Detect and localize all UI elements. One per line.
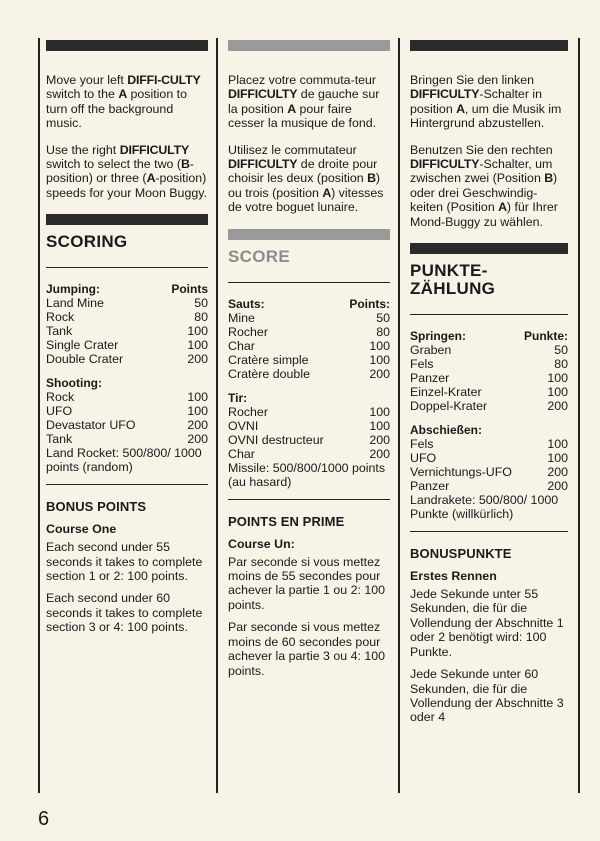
emphasis-term: DIFFICULTY	[119, 142, 190, 157]
table-row	[46, 418, 208, 432]
divider	[228, 499, 390, 500]
emphasis-term: DIFFICULTY	[410, 87, 480, 102]
emphasis-term: B	[180, 157, 190, 172]
text-run: Benutzen Sie den rechten	[410, 142, 553, 157]
shooting-table	[228, 405, 390, 461]
table-row	[410, 437, 568, 451]
target-name: Devastator UFO	[46, 418, 136, 433]
points-value: 200	[187, 352, 208, 367]
points-header: Punkte:	[523, 329, 568, 344]
table-row	[46, 390, 208, 404]
text-run: -Schalter in position	[410, 87, 543, 116]
text-run: ) für Ihrer Mond-Buggy zu wählen.	[410, 200, 558, 229]
table-row	[410, 357, 568, 371]
table-row	[228, 405, 390, 419]
emphasis-term: A	[322, 185, 332, 200]
table-row	[228, 311, 390, 325]
bonus-paragraph: Jede Sekunde unter 60 Sekunden, die für die Vollendung der Abschnitte 3 oder 4	[410, 667, 564, 725]
rocket-note: Landrakete: 500/800/ 1000 Punkte (willkürlich)	[410, 493, 559, 522]
points-value: 200	[369, 366, 390, 381]
bonus-paragraph: Par seconde si vous mettez moins de 60 secondes pour achever la partie 3 ou 4: 100 points.	[228, 620, 386, 678]
text-run: Placez votre commuta-teur	[228, 73, 377, 87]
jumping-header: Springen:	[410, 329, 466, 344]
table-row	[46, 338, 208, 352]
column-german	[402, 38, 574, 793]
table-row	[410, 465, 568, 479]
intro-text	[410, 73, 568, 229]
bonus-title: POINTS EN PRIME	[228, 513, 345, 529]
target-name: UFO	[46, 404, 73, 419]
target-name: Rock	[46, 390, 75, 405]
text-run: de gauche sur la position	[228, 87, 380, 116]
shooting-table	[410, 437, 568, 493]
bonus-paragraph: Par seconde si vous mettez moins de 55 secondes pour achever la partie 1 ou 2: 100 points.	[228, 554, 386, 612]
column-french	[220, 38, 396, 793]
table-row	[228, 367, 390, 381]
divider	[410, 531, 568, 532]
points-value: 80	[554, 357, 568, 372]
text-run: -position) or three (	[46, 157, 194, 186]
section-bar	[228, 229, 390, 240]
obstacle-name: Char	[228, 338, 255, 353]
points-value: 200	[547, 465, 568, 480]
obstacle-name: Rock	[46, 310, 75, 325]
text-run: Bringen Sie den linken	[410, 73, 534, 87]
text-run: Move your left	[46, 73, 128, 87]
points-value: 100	[547, 385, 568, 400]
table-row	[410, 371, 568, 385]
points-value: 200	[369, 432, 390, 447]
table-row	[46, 352, 208, 366]
scoring-title: PUNKTE-ZÄHLUNG	[410, 261, 496, 299]
target-name: Rocher	[228, 404, 268, 419]
text-run: switch to select the two (	[46, 157, 181, 172]
table-row	[410, 451, 568, 465]
course-label: Course One	[46, 522, 117, 537]
emphasis-term: A	[118, 87, 128, 102]
target-name: OVNI destructeur	[228, 432, 324, 447]
table-row	[228, 447, 390, 461]
emphasis-term: DIFFICULTY	[410, 157, 480, 172]
intro-paragraph	[228, 73, 390, 131]
text-run: -Schalter, um zwischen zwei (Position	[410, 157, 553, 186]
points-value: 200	[547, 479, 568, 494]
table-row	[410, 479, 568, 493]
intro-paragraph	[410, 143, 568, 229]
points-header: Points	[171, 282, 208, 297]
table-row	[46, 324, 208, 338]
scoring-title: SCORE	[228, 246, 290, 266]
points-value: 100	[547, 451, 568, 466]
bonus-paragraph: Each second under 60 seconds it takes to complete section 3 or 4: 100 points.	[46, 591, 203, 635]
emphasis-term: A	[146, 171, 156, 186]
text-run: Utilisez le commutateur	[228, 142, 357, 157]
top-rule-bar	[410, 40, 568, 51]
points-value: 100	[369, 418, 390, 433]
points-value: 50	[554, 343, 568, 358]
divider	[410, 314, 568, 315]
points-value: 100	[547, 371, 568, 386]
scoring-title: SCORING	[46, 232, 128, 252]
target-name: Vernichtungs-UFO	[410, 465, 512, 480]
table-header-row	[410, 329, 568, 343]
points-value: 200	[369, 446, 390, 461]
target-name: Char	[228, 446, 255, 461]
bonus-paragraph: Each second under 55 seconds it takes to complete section 1 or 2: 100 points.	[46, 540, 203, 584]
divider	[46, 484, 208, 485]
points-value: 100	[369, 404, 390, 419]
points-value: 100	[187, 390, 208, 405]
text-run: position to turn off the background music.	[46, 87, 187, 131]
intro-text	[228, 73, 390, 215]
obstacle-name: Fels	[410, 357, 434, 372]
divider	[46, 267, 208, 268]
points-value: 100	[547, 437, 568, 452]
points-value: 100	[187, 404, 208, 419]
obstacle-name: Einzel-Krater	[410, 385, 482, 400]
text-run: switch to the	[46, 87, 119, 102]
table-row	[410, 343, 568, 357]
bonus-title: BONUS POINTS	[46, 499, 147, 515]
obstacle-name: Panzer	[410, 371, 450, 386]
emphasis-term: B	[367, 171, 376, 186]
obstacle-name: Graben	[410, 343, 452, 358]
table-row	[46, 296, 208, 310]
points-value: 200	[187, 418, 208, 433]
jumping-header: Jumping:	[46, 282, 100, 297]
column-english	[38, 38, 214, 793]
obstacle-name: Double Crater	[46, 352, 124, 367]
bonus-title: BONUSPUNKTE	[410, 546, 512, 562]
jumping-table	[46, 282, 208, 366]
obstacle-name: Land Mine	[46, 296, 104, 311]
target-name: OVNI	[228, 418, 259, 433]
obstacle-name: Doppel-Krater	[410, 399, 488, 414]
section-bar	[410, 243, 568, 254]
text-run: ) ou trois (position	[228, 171, 381, 200]
obstacle-name: Rocher	[228, 324, 268, 339]
points-value: 50	[194, 296, 208, 311]
emphasis-term: DIFFICULTY	[228, 87, 298, 102]
points-value: 100	[369, 352, 390, 367]
table-row	[228, 433, 390, 447]
table-header-row	[228, 297, 390, 311]
course-label: Erstes Rennen	[410, 569, 497, 584]
target-name: UFO	[410, 451, 437, 466]
intro-paragraph	[46, 143, 208, 201]
emphasis-term: A	[498, 200, 507, 215]
shooting-header: Tir:	[228, 390, 248, 405]
table-row	[46, 310, 208, 324]
intro-paragraph	[410, 73, 568, 131]
shooting-header: Abschießen:	[410, 423, 483, 438]
shooting-header: Shooting:	[46, 376, 102, 391]
points-value: 100	[187, 338, 208, 353]
table-row	[46, 404, 208, 418]
intro-text	[46, 73, 208, 200]
emphasis-term: DIFFICULTY	[228, 157, 298, 172]
divider	[228, 282, 390, 283]
section-bar	[46, 214, 208, 225]
course-label: Course Un:	[228, 536, 295, 551]
points-value: 200	[187, 432, 208, 447]
points-value: 80	[376, 324, 390, 339]
top-rule-bar	[46, 40, 208, 51]
table-row	[410, 399, 568, 413]
table-row	[228, 325, 390, 339]
points-value: 100	[187, 324, 208, 339]
points-value: 50	[376, 310, 390, 325]
jumping-table	[228, 297, 390, 381]
jumping-header: Sauts:	[228, 296, 265, 311]
intro-paragraph	[228, 143, 390, 215]
obstacle-name: Single Crater	[46, 338, 119, 353]
obstacle-name: Cratère simple	[228, 352, 309, 367]
emphasis-term: A	[287, 101, 296, 116]
target-name: Fels	[410, 437, 434, 452]
text-run: -position) speeds for your Moon Buggy.	[46, 171, 207, 200]
emphasis-term: A	[456, 101, 465, 116]
emphasis-term: DIFFI-CULTY	[127, 73, 201, 87]
target-name: Tank	[46, 432, 73, 447]
points-value: 200	[547, 399, 568, 414]
page-number: 6	[38, 808, 50, 830]
points-value: 80	[194, 310, 208, 325]
table-row	[228, 339, 390, 353]
top-rule-bar	[228, 40, 390, 51]
table-row	[228, 419, 390, 433]
rocket-note: Missile: 500/800/1000 points (au hasard)	[228, 460, 386, 489]
table-row	[410, 385, 568, 399]
obstacle-name: Tank	[46, 324, 73, 339]
points-value: 100	[369, 338, 390, 353]
text-run: , um die Musik im Hintergrund abzustellen.	[410, 101, 562, 131]
text-run: de droite pour choisir les deux (position	[228, 157, 378, 186]
text-run: Use the right	[46, 142, 120, 157]
jumping-table	[410, 329, 568, 413]
target-name: Panzer	[410, 479, 450, 494]
intro-paragraph	[46, 73, 208, 131]
text-run: pour faire cesser la musique de fond.	[228, 101, 377, 131]
bonus-paragraph: Jede Sekunde unter 55 Sekunden, die für die Vollendung der Abschnitte 1 oder 2 benötigt wird: 100 Punkte.	[410, 587, 564, 659]
points-header: Points:	[349, 296, 390, 311]
table-header-row	[46, 282, 208, 296]
table-row	[46, 432, 208, 446]
rocket-note: Land Rocket: 500/800/ 1000 points (random)	[46, 446, 202, 475]
text-run: ) vitesses de votre boguet lunaire.	[228, 185, 384, 215]
shooting-table	[46, 390, 208, 446]
obstacle-name: Cratère double	[228, 366, 310, 381]
text-run: ) oder drei Geschwindig-keiten (Position	[410, 171, 558, 215]
obstacle-name: Mine	[228, 310, 255, 325]
emphasis-term: B	[544, 171, 554, 186]
table-row	[228, 353, 390, 367]
